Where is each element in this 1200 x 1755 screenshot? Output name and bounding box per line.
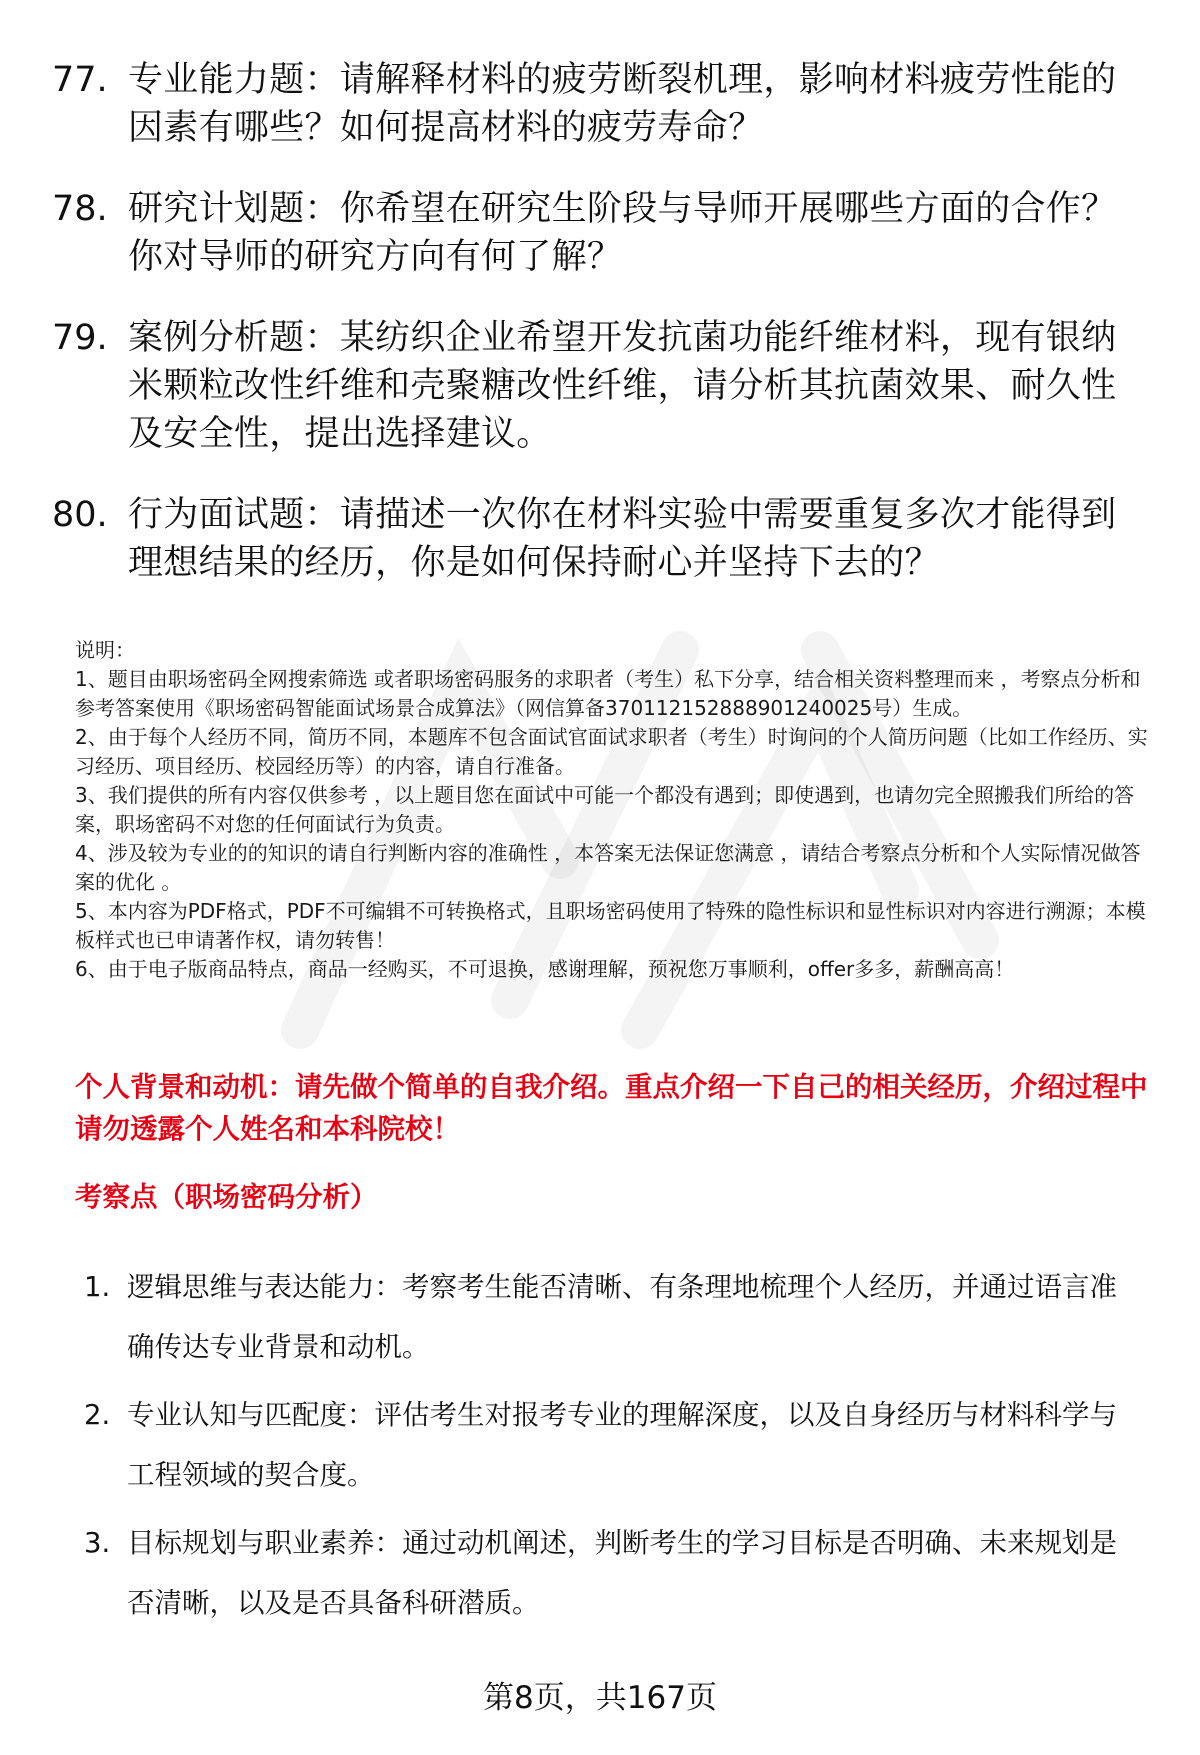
notes-title: 说明： — [75, 638, 135, 662]
point-number: 2. — [84, 1399, 111, 1431]
question-text: 案例分析题：某纺织企业希望开发抗菌功能纤维材料，现有银纳米颗粒改性纤维和壳聚糖改性纤维，请分析其抗菌效果、耐久性及安全性，提出选择建议。 — [128, 318, 1117, 454]
point-number: 1. — [84, 1271, 111, 1303]
question-item — [52, 314, 1152, 458]
question-item — [52, 56, 1152, 152]
question-list — [52, 56, 1152, 620]
note-item: 2、由于每个人经历不同，简历不同，本题库不包含面试官面试求职者（考生）时询问的个人简历问题（比如工作经历、实习经历、项目经历、校园经历等）的内容，请自行准备。 — [75, 725, 1148, 778]
note-item: 4、涉及较为专业的的知识的请自行判断内容的准确性 ，本答案无法保证您满意 ，请结合考察点分析和个人实际情况做答案的优化 。 — [75, 841, 1141, 894]
question-number: 78. — [52, 189, 108, 229]
point-text: 逻辑思维与表达能力：考察考生能否清晰、有条理地梳理个人经历，并通过语言准确传达专业背景和动机。 — [127, 1271, 1117, 1363]
disclaimer-notes — [75, 636, 1160, 984]
question-number: 80. — [52, 495, 108, 535]
analysis-point — [84, 1513, 1154, 1633]
analysis-title: 考察点（职场密码分析） — [75, 1181, 378, 1213]
note-item: 1、题目由职场密码全网搜索筛选 或者职场密码服务的求职者（考生）私下分享，结合相关资料整理而来 ，考察点分析和参考答案使用《职场密码智能面试场景合成算法》（网信算备370112152888901240025号）生成。 — [75, 667, 1141, 720]
question-number: 77. — [52, 60, 108, 100]
question-item — [52, 185, 1152, 281]
page-footer: 第8页，共167页 — [483, 1680, 717, 1716]
question-item — [52, 491, 1152, 587]
point-text: 目标规划与职业素养：通过动机阐述，判断考生的学习目标是否明确、未来规划是否清晰，以及是否具备科研潜质。 — [127, 1527, 1117, 1619]
point-text: 专业认知与匹配度：评估考生对报考专业的理解深度，以及自身经历与材料科学与工程领域的契合度。 — [127, 1399, 1117, 1491]
note-item: 3、我们提供的所有内容仅供参考 ，以上题目您在面试中可能一个都没有遇到；即使遇到，也请勿完全照搬我们所给的答案，职场密码不对您的任何面试行为负责。 — [75, 783, 1135, 836]
note-item: 5、本内容为PDF格式，PDF不可编辑不可转换格式，且职场密码使用了特殊的隐性标识和显性标识对内容进行溯源；本模板样式也已申请著作权，请勿转售！ — [75, 899, 1146, 952]
point-number: 3. — [84, 1527, 111, 1559]
question-text: 专业能力题：请解释材料的疲劳断裂机理，影响材料疲劳性能的因素有哪些？如何提高材料的疲劳寿命？ — [128, 60, 1117, 148]
note-item: 6、由于电子版商品特点，商品一经购买，不可退换，感谢理解，预祝您万事顺利，offer多多，薪酬高高！ — [75, 957, 1015, 981]
analysis-points — [84, 1257, 1154, 1641]
analysis-point — [84, 1257, 1154, 1377]
question-number: 79. — [52, 318, 108, 358]
section-heading: 个人背景和动机：请先做个简单的自我介绍。重点介绍一下自己的相关经历，介绍过程中请勿透露个人姓名和本科院校！ — [75, 1071, 1148, 1145]
analysis-point — [84, 1385, 1154, 1505]
question-text: 研究计划题：你希望在研究生阶段与导师开展哪些方面的合作？你对导师的研究方向有何了解？ — [128, 189, 1117, 277]
question-text: 行为面试题：请描述一次你在材料实验中需要重复多次才能得到理想结果的经历，你是如何保持耐心并坚持下去的？ — [128, 495, 1117, 583]
